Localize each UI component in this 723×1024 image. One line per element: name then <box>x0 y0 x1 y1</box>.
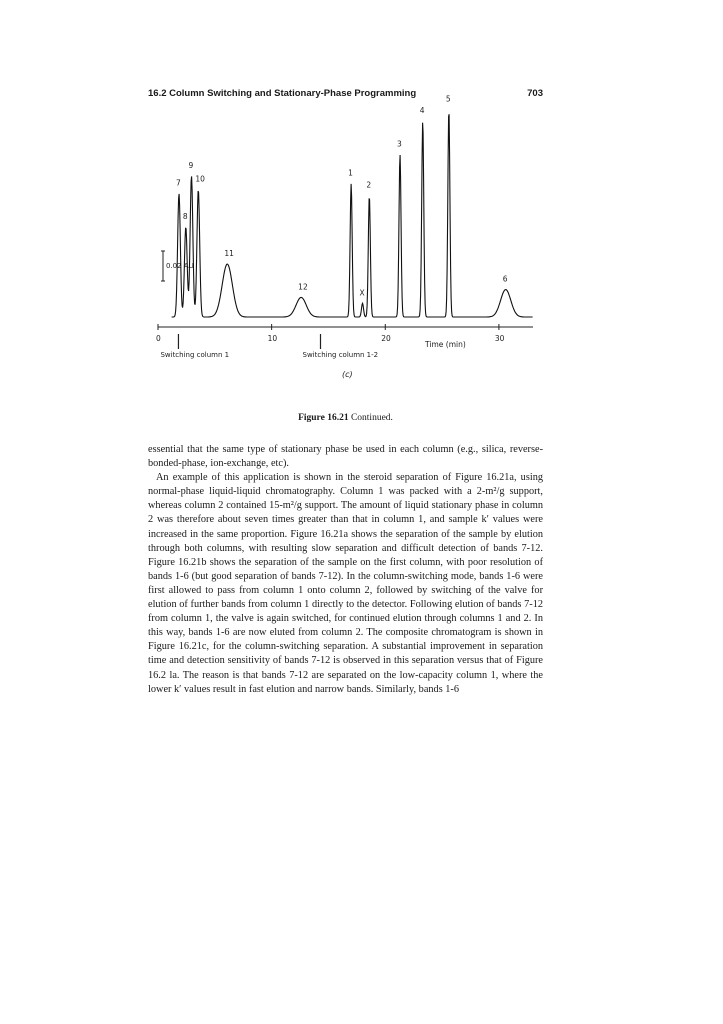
x-tick-label-0: 0 <box>156 334 161 343</box>
peak-label-3: 3 <box>397 139 402 149</box>
switch-label-2: Switching column 1-2 <box>302 351 379 359</box>
figure-caption-label: Figure 16.21 <box>298 413 349 423</box>
x-tick-label-1: 10 <box>267 334 278 343</box>
body-text <box>148 443 543 697</box>
peak-label-5: 5 <box>445 94 451 104</box>
peak-label-6: 6 <box>502 274 508 284</box>
figure-caption-text: Continued. <box>350 413 393 423</box>
switch-label-1: Switching column 1 <box>160 351 230 359</box>
peak-label-7: 7 <box>176 178 181 188</box>
running-head <box>148 88 543 99</box>
panel-label: (c) <box>342 370 353 379</box>
peak-label-2: 2 <box>366 180 372 190</box>
peak-label-12: 12 <box>298 282 308 292</box>
section-title: 16.2 Column Switching and Stationary-Phase Programming <box>148 88 417 99</box>
x-axis-title: Time (min) <box>425 340 466 349</box>
scale-bar-label: 0.02 AU <box>166 262 194 270</box>
page-number: 703 <box>527 88 543 99</box>
body-paragraph-2: An example of this application is shown in the steroid separation of Figure 16.21a, using normal-phase liquid-liquid chromatography. Column 1 was packed with a 2-m²/g support, whereas column 2 contained 15-m²/g support. The amount of liquid stationary phase in column 2 was therefore about seven times greater than that in column 1, and sample k′ values were increased in the same proportion. Figure 16.21a shows the separation of the sample by elution through both columns, with resulting slow separation and difficult detection of bands 7-12. Figure 16.21b shows the separation of the sample on the first column, with poor resolution of bands 1-6 (but good separation of bands 7-12). In the column-switching mode, bands 1-6 were first allowed to pass from column 1 onto column 2, followed by switching of the valve for elution of further bands from column 1 directly to the detector. Following elution of bands 7-12 from column 1, the valve is again switched, for continued elution through columns 1 and 2. In this way, bands 1-6 are now eluted from column 2. The composite chromatogram is shown in Figure 16.21c, for the column-switching separation. A substantial improvement in separation time and detection sensitivity of bands 7-12 is observed in this separation versus that of Figure 16.2 la. The reason is that bands 7-12 are separated on the low-capacity column 1, where the lower k′ values result in fast elution and narrow bands. Similarly, bands 1-6 <box>148 472 543 695</box>
peak-label-10: 10 <box>195 174 205 184</box>
peak-label-11: 11 <box>224 249 234 259</box>
peak-label-4: 4 <box>419 106 425 115</box>
peak-label-8: 8 <box>182 211 188 221</box>
chromatogram-figure <box>148 94 543 405</box>
peak-label-1: 1 <box>348 168 353 178</box>
chromatogram-trace <box>172 114 533 317</box>
figure-caption <box>148 413 543 423</box>
body-paragraph-1: essential that the same type of stationary phase be used in each column (e.g., silica, reverse-bonded-phase, ion-exchange, etc). <box>148 444 543 470</box>
peak-label-x: X <box>359 288 365 298</box>
peak-label-9: 9 <box>188 160 194 170</box>
x-tick-label-2: 20 <box>381 334 391 343</box>
x-tick-label-3: 30 <box>494 334 505 343</box>
